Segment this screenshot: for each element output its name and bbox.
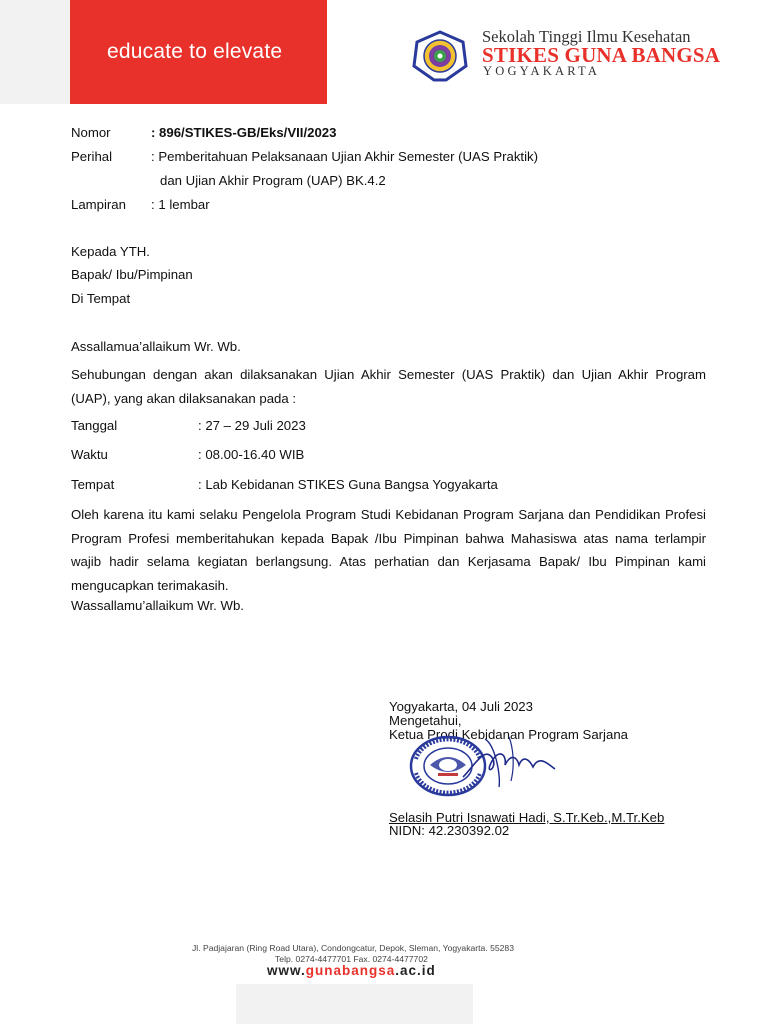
body-paragraph: Oleh karena itu kami selaku Pengelola Program Studi Kebidanan Program Sarjana dan Pendidikan Profesi Program Profesi memberitahukan kepada Bapak /Ibu Pimpinan bahwa Mahasiswa atas nama terlampir wajib hadir selama kegiatan berlangsung. Atas perhatian dan Kerjasama Bapak/ Ibu Pimpinan kami mengucapkan terimakasih. [71, 507, 706, 593]
footer-website[interactable] [267, 963, 436, 978]
lampiran-label: Lampiran [71, 197, 126, 212]
web-domain: gunabangsa [305, 963, 396, 978]
institution-name: STIKES GUNA BANGSA [482, 43, 721, 67]
detail-label: Tanggal [71, 418, 118, 433]
intro-paragraph: Sehubungan dengan akan dilaksanakan Ujian Akhir Semester (UAS Praktik) dan Ujian Akhir Program (UAP), yang akan dilaksanakan pada : [71, 367, 706, 406]
detail-value: : 27 – 29 Juli 2023 [198, 418, 306, 433]
web-prefix: www. [267, 963, 306, 978]
lampiran-value: : 1 lembar [151, 197, 210, 212]
nomor-label: Nomor [71, 125, 111, 140]
header-left-panel [0, 0, 70, 104]
footer-panel [236, 984, 473, 1024]
detail-value: : 08.00-16.40 WIB [198, 447, 305, 462]
perihal-label: Perihal [71, 149, 113, 164]
institution-line1: Sekolah Tinggi Ilmu Kesehatan [482, 27, 691, 46]
footer-phone: Telp. 0274-4477701 Fax. 0274-4477702 [275, 954, 428, 964]
recipient-line: Di Tempat [71, 291, 131, 306]
nomor-value: : 896/STIKES-GB/Eks/VII/2023 [151, 125, 337, 140]
footer-address: Jl. Padjajaran (Ring Road Utara), Condongcatur, Depok, Sleman, Yogyakarta. 55283 [192, 943, 514, 953]
signer-id: NIDN: 42.230392.02 [389, 823, 510, 838]
acknowledge: Mengetahui, [389, 713, 462, 728]
signature-icon [455, 725, 565, 795]
detail-label: Waktu [71, 447, 108, 462]
closing: Wassallamu’allaikum Wr. Wb. [71, 598, 244, 613]
signer-name: Selasih Putri Isnawati Hadi, S.Tr.Keb.,M.Tr.Keb [389, 810, 665, 825]
institution-logo-icon [412, 30, 468, 82]
detail-value: : Lab Kebidanan STIKES Guna Bangsa Yogyakarta [198, 477, 498, 492]
perihal-line1: : Pemberitahuan Pelaksanaan Ujian Akhir Semester (UAS Praktik) [151, 149, 539, 164]
perihal-line2: dan Ujian Akhir Program (UAP) BK.4.2 [160, 173, 386, 188]
web-suffix: .ac.id [395, 963, 436, 978]
recipient-line: Bapak/ Ibu/Pimpinan [71, 267, 193, 282]
tagline: educate to elevate [107, 40, 283, 63]
institution-city: YOGYAKARTA [483, 64, 601, 78]
greeting: Assallamua’allaikum Wr. Wb. [71, 339, 241, 354]
detail-label: Tempat [71, 477, 115, 492]
signer-position: Ketua Prodi Kebidanan Program Sarjana [389, 727, 628, 742]
place-date: Yogyakarta, 04 Juli 2023 [389, 699, 533, 714]
recipient-line: Kepada YTH. [71, 244, 150, 259]
